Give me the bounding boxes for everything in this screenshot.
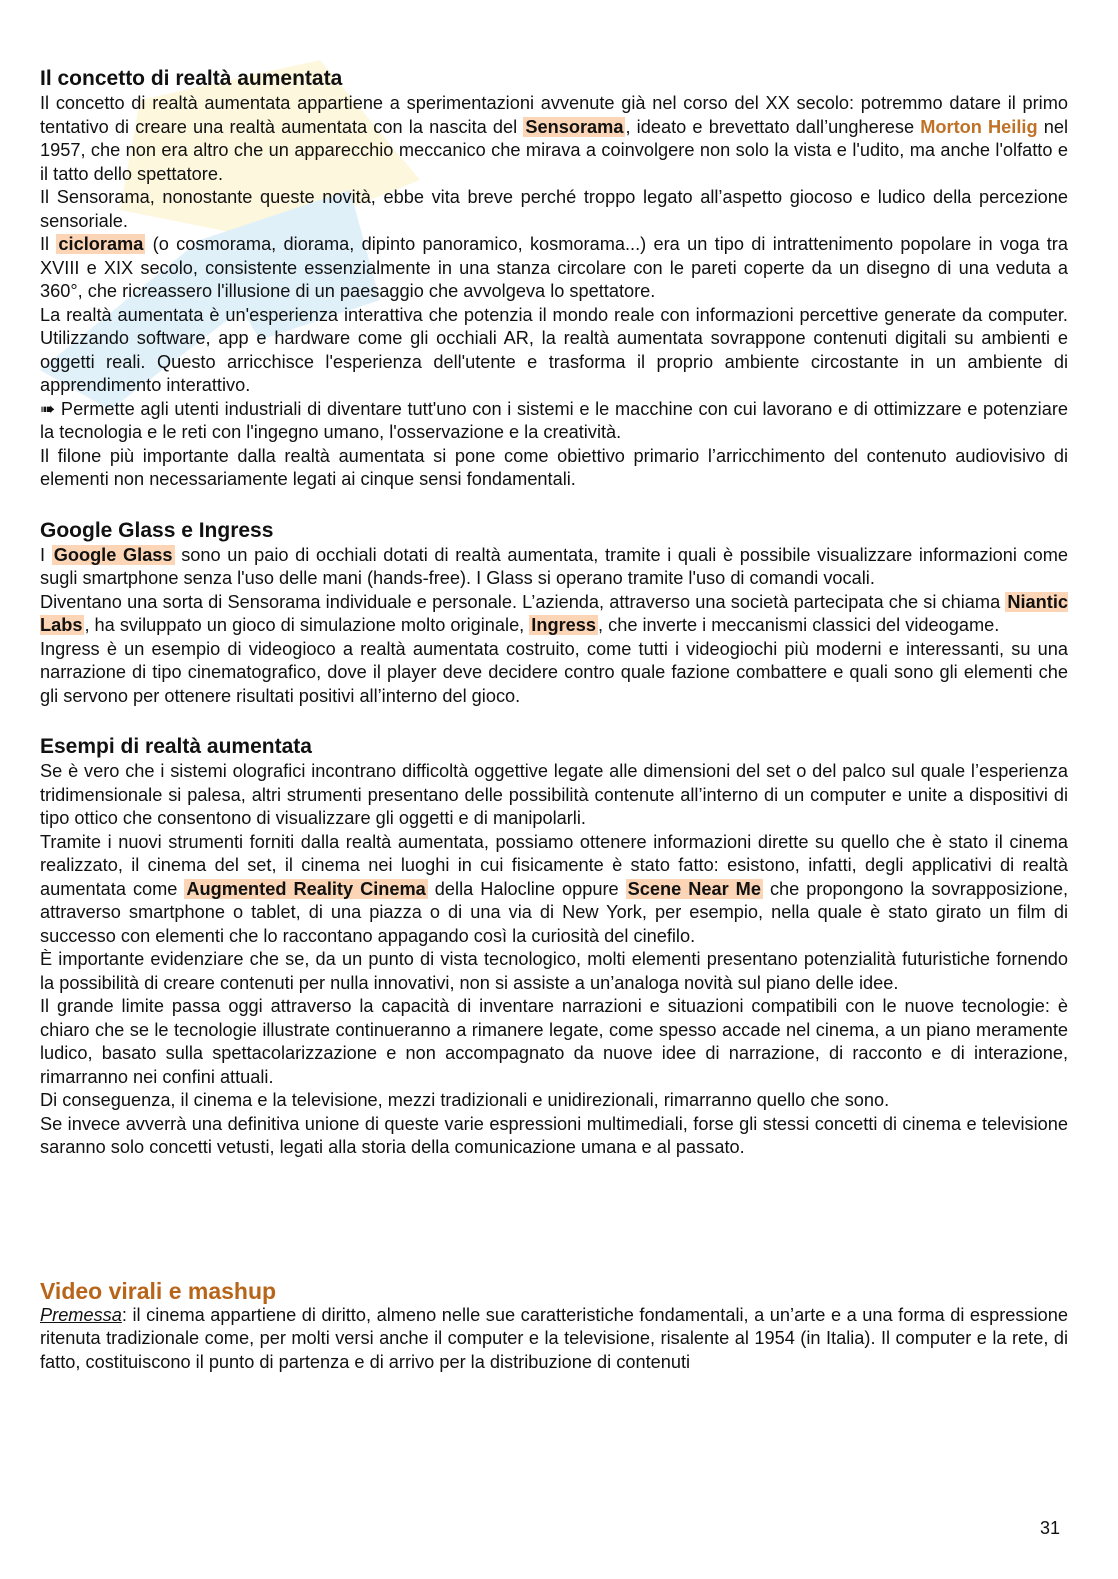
paragraph: La realtà aumentata è un'esperienza interattiva che potenzia il mondo reale con informazioni percettive generate da computer. Utilizzando software, app e hardware come gli occhiali AR, la realtà aumentata sovrappone contenuti digitali su ambienti e oggetti reali. Questo arricchisce l'esperienza dell'utente e trasforma il proprio ambiente circostante in un ambiente di apprendimento interattivo. [40,304,1068,395]
paragraph: Se è vero che i sistemi olografici incontrano difficoltà oggettive legate alle dimensioni del set o del palco sul quale l’esperienza tridimensionale si palesa, altri strumenti presentano delle possibilità contenute all’interno di un computer e unite a dispositivi di tipo ottico che consentono di visualizzare gli oggetti e di manipolarli. [40,761,1068,828]
document-page [40,66,1068,1374]
paragraph: Ingress è un esempio di videogioco a realtà aumentata costruito, come tutti i videogiochi più moderni e interessanti, su una narrazione di tipo cinematografico, dove il player deve decidere contro quale fazione combattere e quali sono gli elementi che gli servono per ottenere risultati positivi all’interno del gioco. [40,638,1068,706]
text-run: Diventano una sorta di Sensorama individuale e personale. L’azienda, attraverso una società partecipata che si chiama [40,591,1006,612]
text-run: , ideato e brevettato dall’ungherese [625,116,921,137]
text-run: (o cosmorama, diorama, dipinto panoramico, kosmorama...) era un tipo di intrattenimento popolare in voga tra XVIII e XIX secolo, consistente essenzialmente in una stanza circolare con le pareti coperte da un disegno di una veduta a 360°, che ricreassero l'illusione di un paesaggio che avvolgeva lo spettatore. [40,234,1068,301]
text-run: nel 1957, che non era altro che un apparecchio meccanico che mirava a coinvolgere non solo la vista e l'udito, ma anche l'olfatto e il tatto dello spettatore. [40,116,1069,184]
paragraph: Il filone più importante dalla realtà aumentata si pone come obiettivo primario l’arricchimento del contenuto audiovisivo di elementi non necessariamente legati ai cinque sensi fondamentali. [40,445,1068,489]
paragraph: È importante evidenziare che se, da un punto di vista tecnologico, molti elementi presentano potenzialità futuristiche fornendo la possibilità di creare contenuti per nulla innovativi, non si assiste a un’analoga novità sul piano delle idee. [40,949,1068,993]
paragraph: Di conseguenza, il cinema e la televisione, mezzi tradizionali e unidirezionali, rimarranno quello che sono. [40,1090,890,1110]
text-run: che propongono la sovrapposizione, attraverso smartphone o tablet, di una piazza o di una via di New York, per esempio, nella quale è stato girato un film di successo con elementi che lo raccontano appagando così la curiosità del cinefilo. [40,878,1068,946]
highlight-sensorama: Sensorama [525,116,624,137]
text-run: Tramite i nuovi strumenti forniti dalla realtà aumentata, possiamo ottenere informazioni dirette su quello che è stato il cinema realizzato, il cinema del set, il cinema nei luoghi in cui fisicamente è stato fatto: esistono, infatti, degli applicativi di realtà aumentata come [40,831,1068,899]
section-title-google-glass: Google Glass e Ingress [40,518,274,542]
highlight-scene-near-me: Scene Near Me [627,878,761,899]
text-run: sono un paio di occhiali dotati di realtà aumentata, tramite i quali è possibile visualizzare informazioni come sugli smartphone senza l'uso delle mani (hands-free). I Glass si operano tramite l'uso di comandi vocali. [40,544,1068,588]
paragraph [40,544,1068,591]
section-title-realta-aumentata: Il concetto di realtà aumentata [40,67,343,90]
paragraph [40,233,1068,304]
paragraph: Se invece avverrà una definitiva unione di queste varie espressioni multimediali, forse gli stessi concetti di cinema e televisione saranno solo concetti vetusti, legati alla storia della comunicazione umana e al passato. [40,1113,1068,1157]
highlight-ciclorama: ciclorama [58,234,144,254]
highlight-niantic-labs: Niantic Labs [40,591,1068,635]
section-title-video-virali: Video virali e mashup [40,1277,277,1304]
text-run: I [40,544,52,565]
paragraph: ➠ Permette agli utenti industriali di diventare tutt'uno con i sistemi e le macchine con cui lavorano e di ottimizzare e potenziare la tecnologia e le reti con l'ingegno umano, l'osservazione e la creatività. [40,398,1068,442]
highlight-ar-cinema: Augmented Reality Cinema [186,878,426,899]
text-run: , che inverte i meccanismi classici del videogame. [598,615,1000,635]
text-run: Il [40,234,57,254]
paragraph [40,92,1068,186]
text-run: della Halocline oppure [427,878,626,899]
section-title-esempi: Esempi di realtà aumentata [40,735,312,758]
text-run: , ha sviluppato un gioco di simulazione molto originale, [84,615,530,635]
paragraph [40,831,1068,949]
text-run: : il cinema appartiene di diritto, almeno nelle sue caratteristiche fondamentali, a un’arte e a una forma di espressione ritenuta tradizionale come, per molti versi anche il computer e la televisione, risalente al 1954 (in Italia). Il computer e la rete, di fatto, costituiscono il punto di partenza e di arrivo per la distribuzione di contenuti [40,1304,1068,1372]
name-morton-heilig: Morton Heilig [920,116,1038,137]
text-run: Il concetto di realtà aumentata appartiene a sperimentazioni avvenute già nel corso del XX secolo: potremmo datare il primo tentativo di creare una realtà aumentata con la nascita del [40,93,1068,137]
paragraph [40,1304,1068,1375]
paragraph: Il Sensorama, nonostante queste novità, ebbe vita breve perché troppo legato all’aspetto giocoso e ludico della percezione sensoriale. [40,187,1068,231]
highlight-ingress: Ingress [531,615,596,635]
highlight-google-glass: Google Glass [53,544,173,565]
paragraph: Il grande limite passa oggi attraverso la capacità di inventare narrazioni e situazioni compatibili con le nuove tecnologie: è chiaro che se le tecnologie illustrate continueranno a rimanere legate, come spesso accade nel cinema, a un piano meramente ludico, basato sulla spettacolarizzazione e non accompagnato da nuove idee di narrazione, di racconto e di interazione, rimarranno nei confini attuali. [40,996,1068,1087]
page-number: 31 [1040,1518,1061,1538]
premessa-label: Premessa [40,1304,122,1325]
paragraph [40,591,1068,638]
